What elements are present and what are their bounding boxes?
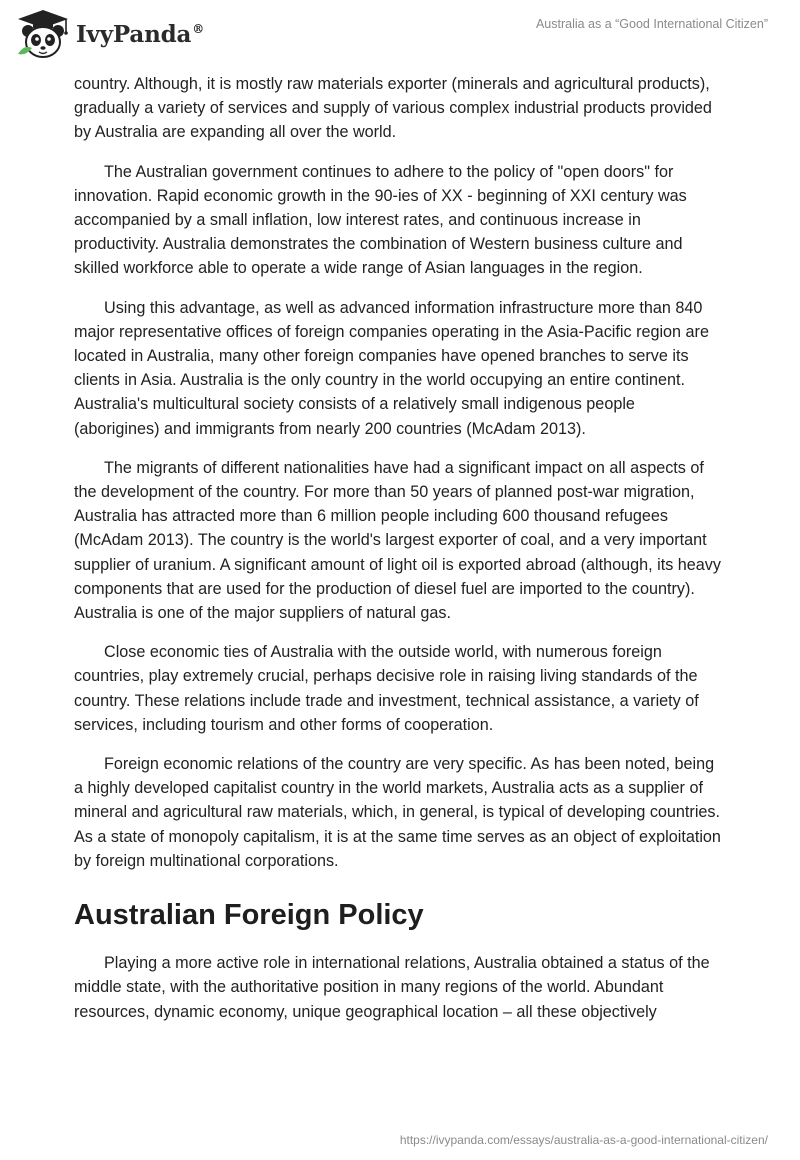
paragraph: Using this advantage, as well as advanced information infrastructure more than 840 major representative offices of foreign companies operating in the Asia-Pacific region are located in Australia, many other foreign companies have opened branches to serve its clients in Asia. Australia is the only country in the world occupying an entire continent. Australia's multicultural society consists of a relatively small indigenous people (aborigines) and immigrants from nearly 200 countries (McAdam 2013). [74, 298, 709, 438]
paragraph: Close economic ties of Australia with the outside world, with numerous foreign countries, play extremely crucial, perhaps decisive role in raising living standards of the country. These relations include trade and investment, technical assistance, a variety of services, including tourism and other forms of cooperation. [74, 643, 699, 734]
paragraph: Foreign economic relations of the country are very specific. As has been noted, being a highly developed capitalist country in the world markets, Australia acts as a supplier of mineral and agricultural raw materials, which, in general, is typical of developing countries. As a state of monopoly capitalism, it is at the same time serves as an object of exploitation by foreign multinational corporations. [74, 755, 721, 870]
document-title: Australia as a “Good International Citizen” [535, 17, 768, 31]
paragraph: country. Although, it is mostly raw materials exporter (minerals and agricultural products), gradually a variety of services and supply of various complex industrial products provided by Australia are expanding all over the world. [74, 75, 712, 142]
source-url[interactable]: https://ivypanda.com/essays/australia-as-a-good-international-citizen/ [399, 1133, 768, 1147]
paragraph: The migrants of different nationalities have had a significant impact on all aspects of the development of the country. For more than 50 years of planned post-war migration, Australia has attracted more than 6 million people including 600 thousand refugees (McAdam 2013). The country is the world's largest exporter of coal, and a very important supplier of uranium. A significant amount of light oil is exported abroad (although, its heavy components that are used for the production of diesel fuel are imported to the country). Australia is one of the major suppliers of natural gas. [74, 458, 721, 623]
essay-body [74, 72, 724, 1039]
paragraph: The Australian government continues to adhere to the policy of "open doors" for innovation. Rapid economic growth in the 90-ies of XX - beginning of XXI century was accompanied by a small inflation, low interest rates, and continuous increase in productivity. Australia demonstrates the combination of Western business culture and skilled workforce able to operate a wide range of Asian languages in the region. [74, 162, 687, 278]
ivypanda-logo[interactable] [14, 8, 204, 60]
paragraph: Playing a more active role in international relations, Australia obtained a status of the middle state, with the authoritative position in many regions of the world. Abundant resources, dynamic economy, unique geographical location – all these objectively [74, 954, 710, 1021]
registered-mark: ® [192, 21, 204, 36]
section-heading: Australian Foreign Policy [74, 899, 424, 932]
brand-name: IvyPanda® [76, 20, 204, 48]
panda-graduate-icon [14, 8, 72, 60]
page-header [0, 0, 800, 70]
